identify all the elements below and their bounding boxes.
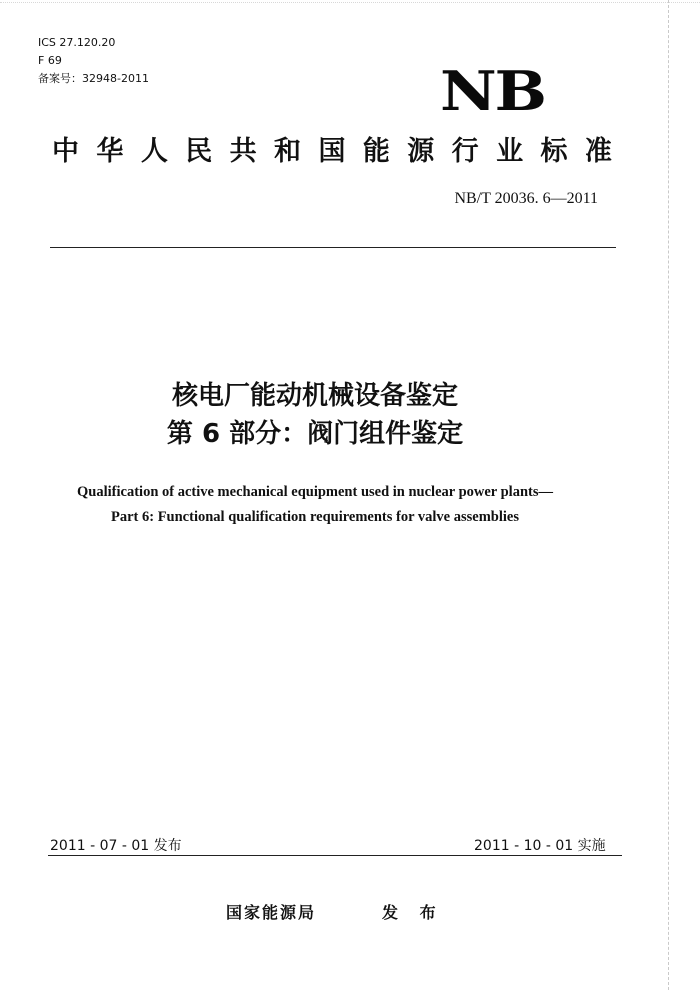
heading-char: 人 (140, 136, 168, 167)
ics-code: ICS 27.120.20 (38, 36, 116, 49)
chinese-title-line-1: 核电厂能动机械设备鉴定 (171, 381, 458, 411)
footer-divider (48, 855, 622, 856)
heading-char: 和 (274, 136, 302, 167)
issue-label: 发 布 (382, 903, 444, 922)
nb-logo: NB (440, 59, 545, 123)
implementation-date: 2011 - 10 - 01 实施 (474, 838, 606, 854)
ccs-code: F 69 (38, 54, 62, 67)
scan-edge-top (0, 2, 700, 3)
heading-char: 国 (318, 136, 346, 167)
chinese-title-line-2: 第 6 部分：阀门组件鉴定 (166, 419, 464, 449)
heading-char: 业 (496, 136, 524, 167)
heading-char: 中 (52, 136, 79, 167)
standard-number: NB/T 20036. 6—2011 (454, 190, 598, 207)
record-number: 备案号：32948-2011 (38, 72, 149, 85)
issuing-authority: 国家能源局 (226, 903, 317, 922)
scan-edge-right (668, 0, 669, 990)
heading-char: 能 (362, 136, 390, 167)
heading-char: 准 (584, 136, 612, 167)
heading-char: 华 (96, 136, 124, 167)
heading-char: 共 (229, 136, 257, 167)
english-title-line-2: Part 6: Functional qualification requirements for valve assemblies (111, 509, 519, 525)
heading-char: 标 (540, 136, 568, 167)
classification-block (38, 34, 149, 88)
english-title-line-1: Qualification of active mechanical equipment used in nuclear power plants— (77, 484, 553, 500)
industry-standard-heading (52, 132, 612, 172)
heading-char: 行 (451, 136, 479, 167)
heading-char: 源 (407, 136, 435, 167)
heading-char: 民 (185, 136, 213, 167)
publication-date: 2011 - 07 - 01 发布 (50, 838, 182, 854)
chinese-title (0, 377, 630, 453)
english-title (20, 480, 610, 530)
header-divider (50, 247, 616, 248)
